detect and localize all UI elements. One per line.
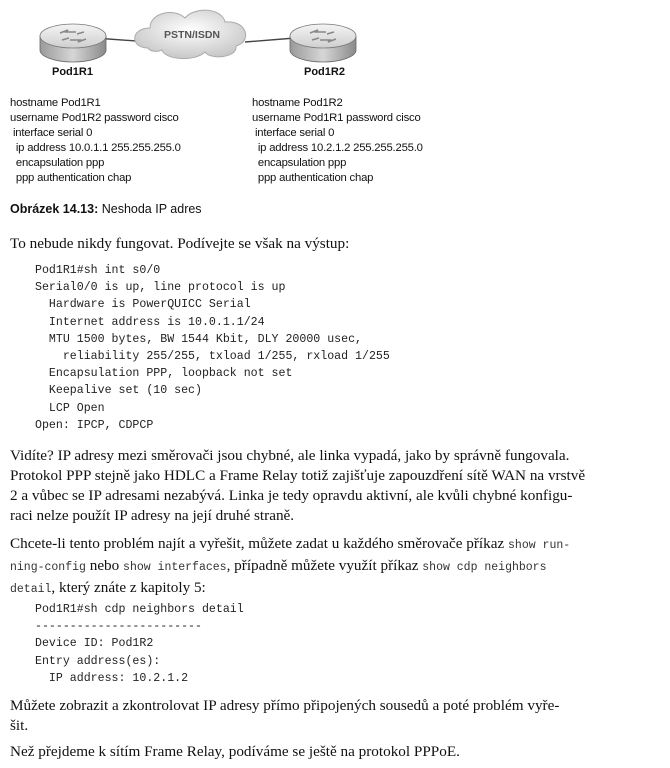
paragraph-2 [10,446,662,526]
config-line: ppp authentication chap [252,172,374,184]
paragraph-4 [10,696,662,736]
config-line: hostname Pod1R2 [252,97,343,109]
config-left [10,96,181,186]
code-line: Device ID: Pod1R2 [35,637,154,651]
code-line: Encapsulation PPP, loopback not set [35,367,293,381]
router-right-icon [290,24,356,62]
text-line [10,556,662,578]
figure-caption [10,202,202,216]
router-left-label: Pod1R1 [52,66,93,78]
config-line: ip address 10.0.1.1 255.255.255.0 [10,142,181,154]
text-line: šit. [10,717,29,734]
inline-code: detail [10,583,52,596]
code-line: reliability 255/255, txload 1/255, rxload 1/255 [35,350,390,364]
caption-label: Obrázek 14.13: [10,202,99,216]
text-span: , případně můžete využít příkaz [226,557,423,574]
inline-code: show run- [508,539,571,552]
text-span: , který znáte z kapitoly 5: [51,579,206,596]
code-line: IP address: 10.2.1.2 [35,671,189,685]
config-line: ip address 10.2.1.2 255.255.255.0 [252,142,423,154]
caption-text: Neshoda IP adres [98,202,202,216]
config-line: username Pod1R1 password cisco [252,112,421,124]
router-right-label: Pod1R2 [304,66,345,78]
text-line: Protokol PPP stejně jako HDLC a Frame Relay totiž zajišťuje zapouzdření sítě WAN na vrstvě [10,467,586,484]
code-line: Keepalive set (10 sec) [35,384,202,398]
config-line: hostname Pod1R1 [10,97,101,109]
config-line: interface serial 0 [10,127,93,139]
text-line: Vidíte? IP adresy mezi směrovači jsou chybné, ale linka vypadá, jako by správně fungovala. [10,447,570,464]
paragraph-3 [10,534,662,600]
code-line: MTU 1500 bytes, BW 1544 Kbit, DLY 20000 usec, [35,332,362,346]
text-line: 2 a vůbec se IP adresami nezabývá. Linka je tedy opravdu aktivní, ale kvůli chybné konfigu- [10,487,573,504]
paragraph-1: To nebude nikdy fungovat. Podívejte se však na výstup: [10,235,350,252]
config-line: encapsulation ppp [252,157,347,169]
inline-code: ning-config [10,561,86,574]
config-right [252,96,423,186]
router-left-icon [40,24,106,62]
code-line: Entry address(es): [35,654,161,668]
code-line: ------------------------ [35,620,202,634]
text-line [10,534,662,556]
code-line: Open: IPCP, CDPCP [35,418,154,432]
code-line: Serial0/0 is up, line protocol is up [35,281,286,295]
link-right [245,38,295,42]
config-line: interface serial 0 [252,127,335,139]
code-line: Internet address is 10.0.1.1/24 [35,315,265,329]
text-line [10,578,662,600]
config-line: username Pod1R2 password cisco [10,112,179,124]
code-line: Pod1R1#sh cdp neighbors detail [35,603,244,616]
inline-code: show cdp neighbors [422,561,547,574]
text-line: raci nelze použít IP adresy na její druhé straně. [10,507,295,524]
text-span: nebo [85,557,124,574]
text-line: Můžete zobrazit a zkontrolovat IP adresy přímo připojených sousedů a poté problém vyře- [10,697,560,714]
code-line: Pod1R1#sh int s0/0 [35,264,161,277]
config-line: encapsulation ppp [10,157,105,169]
cloud-label: PSTN/ISDN [163,29,221,41]
code-line: Hardware is PowerQUICC Serial [35,298,251,312]
code-block-1 [35,262,390,434]
code-block-2 [35,601,244,687]
text-span: Chcete-li tento problém najít a vyřešit, můžete zadat u každého směrovače příkaz [10,535,509,552]
code-line: LCP Open [35,401,105,415]
paragraph-5: Než přejdeme k sítím Frame Relay, podíváme se ještě na protokol PPPoE. [10,743,460,760]
config-line: ppp authentication chap [10,172,132,184]
inline-code: show interfaces [123,561,227,574]
